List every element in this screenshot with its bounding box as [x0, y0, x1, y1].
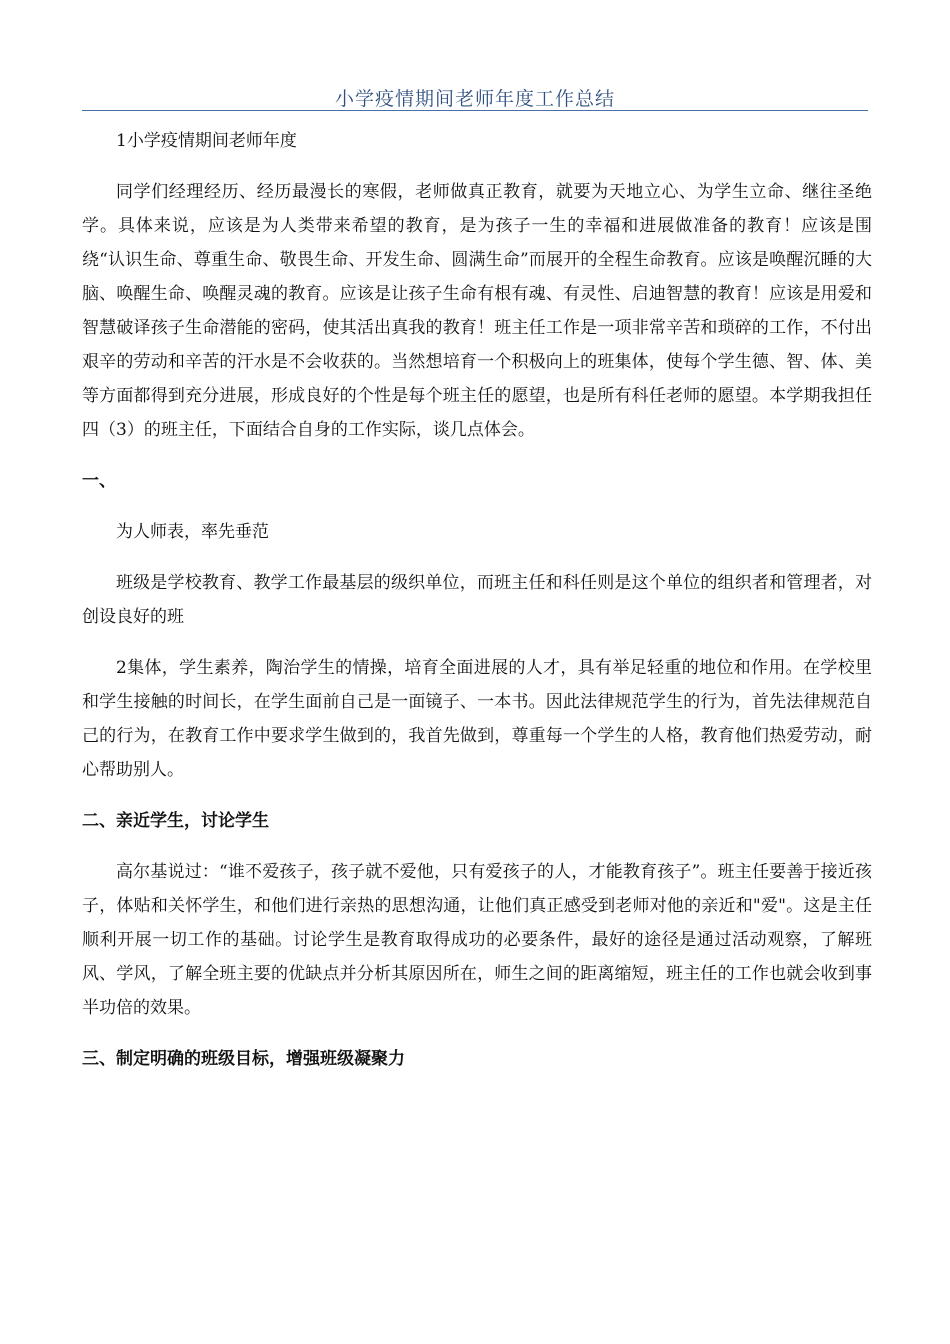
header-divider	[82, 110, 868, 111]
paragraph-class-role: 班级是学校教育、教学工作最基层的级织单位，而班主任和科任则是这个单位的组织者和管理者，对创设良好的班	[82, 573, 872, 627]
paragraph-intro-title: 1小学疫情期间老师年度	[116, 131, 297, 151]
section-heading-1: 一、	[82, 471, 116, 491]
document-header-title: 小学疫情期间老师年度工作总结	[334, 88, 615, 110]
section-heading-2: 二、亲近学生，讨论学生	[82, 811, 269, 831]
section-heading-3: 三、制定明确的班级目标，增强班级凝聚力	[82, 1049, 405, 1069]
paragraph-gorky: 高尔基说过：“谁不爱孩子，孩子就不爱他，只有爱孩子的人，才能教育孩子”。班主任要善于接近孩子，体贴和关怀学生，和他们进行亲热的思想沟通，让他们真正感受到老师对他的亲近和"爱"。这是主任顺利开展一切工作的基础。讨论学生是教育取得成功的必要条件，最好的途径是通过活动观察，了解班风、学风，了解全班主要的优缺点并分析其原因所在，师生之间的距离缩短，班主任的工作也就会收到事半功倍的效果。	[82, 862, 872, 1018]
document-body	[82, 124, 872, 1076]
section-subtitle-1: 为人师表，率先垂范	[116, 522, 269, 542]
paragraph-intro: 同学们经理经历、经历最漫长的寒假，老师做真正教育，就要为天地立心、为学生立命、继往圣绝学。具体来说，应该是为人类带来希望的教育，是为孩子一生的幸福和进展做准备的教育！应该是围绕“认识生命、尊重生命、敬畏生命、开发生命、圆满生命”而展开的全程生命教育。应该是唤醒沉睡的大脑、唤醒生命、唤醒灵魂的教育。应该是让孩子生命有根有魂、有灵性、启迪智慧的教育！应该是用爱和智慧破译孩子生命潜能的密码，使其活出真我的教育！班主任工作是一项非常辛苦和琐碎的工作，不付出艰辛的劳动和辛苦的汗水是不会收获的。当然想培育一个积极向上的班集体，使每个学生德、智、体、美等方面都得到充分进展，形成良好的个性是每个班主任的愿望，也是所有科任老师的愿望。本学期我担任四（3）的班主任，下面结合自身的工作实际，谈几点体会。	[82, 182, 872, 440]
paragraph-collective: 2集体，学生素养，陶治学生的情操，培育全面进展的人才，具有举足轻重的地位和作用。在学校里和学生接触的时间长，在学生面前自己是一面镜子、一本书。因此法律规范学生的行为，首先法律规范自己的行为，在教育工作中要求学生做到的，我首先做到，尊重每一个学生的人格，教育他们热爱劳动，耐心帮助别人。	[82, 658, 872, 780]
